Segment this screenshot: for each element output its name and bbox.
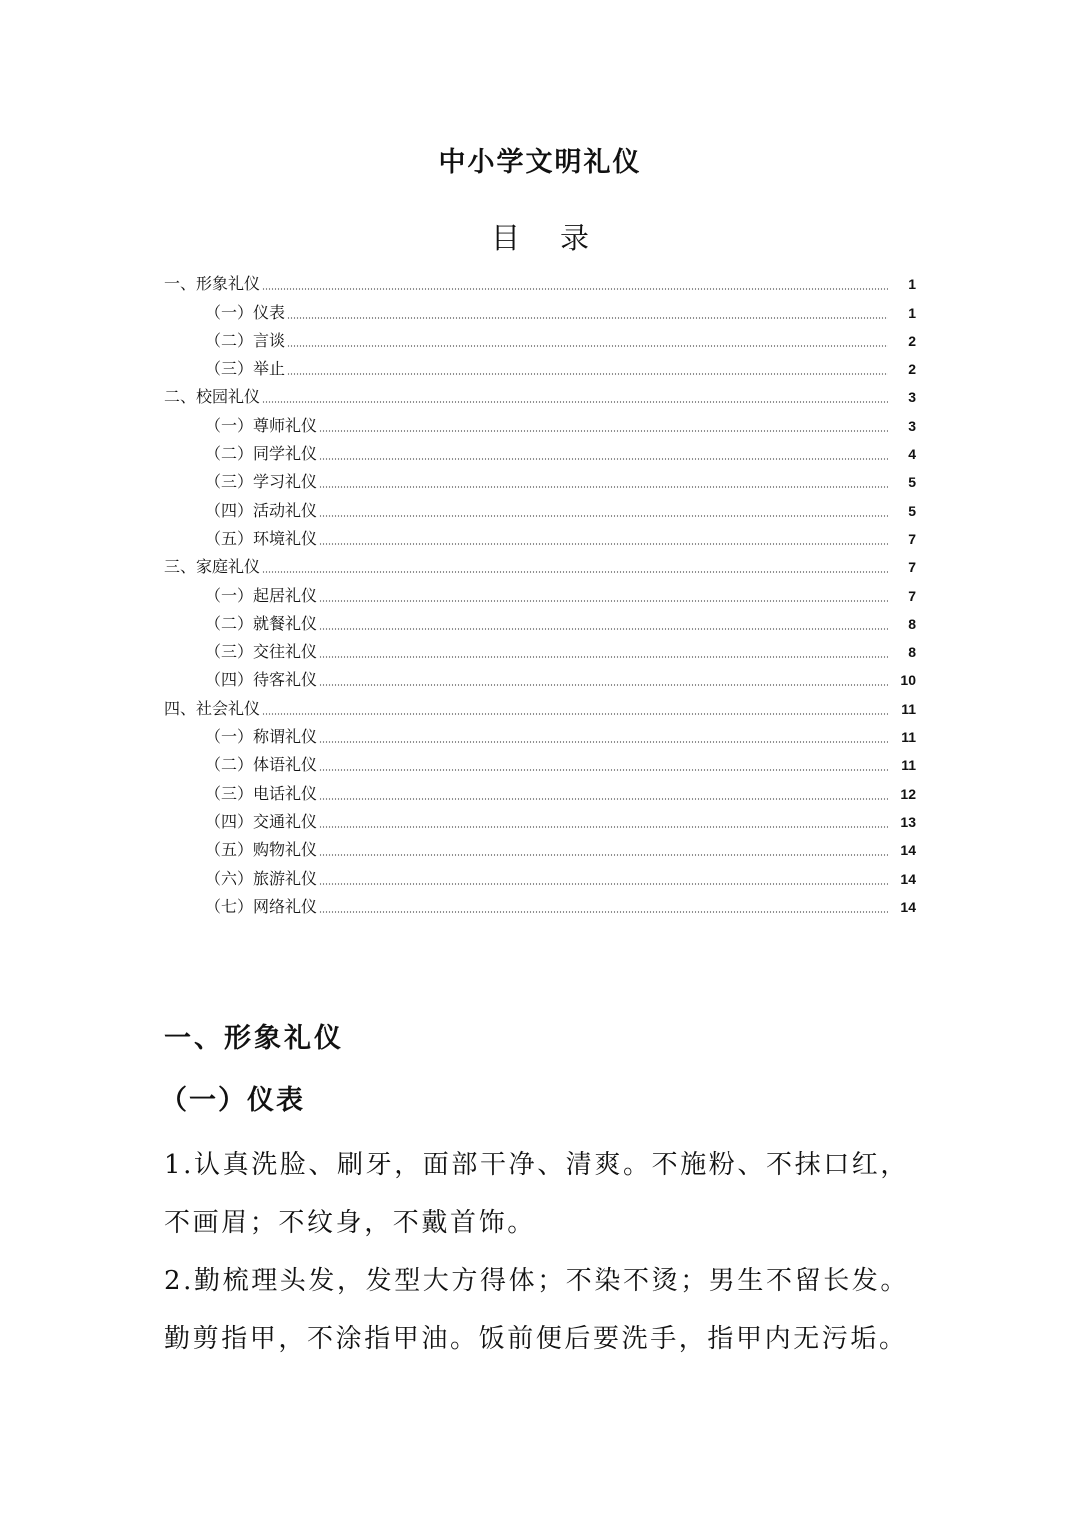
toc-heading — [0, 216, 1080, 257]
toc-entry-label: （五）购物礼仪 — [205, 840, 318, 860]
toc-entry-label: （三）举止 — [205, 359, 286, 379]
paragraph: 1.认真洗脸、刷牙，面部干净、清爽。不施粉、不抹口红，不画眉；不纹身，不戴首饰。 — [164, 1150, 910, 1238]
toc-leader-dots — [319, 458, 888, 460]
toc-entry-label: （六）旅游礼仪 — [205, 868, 318, 888]
toc-entry-page: 1 — [908, 304, 916, 321]
toc-heading-char-2: 录 — [560, 221, 590, 255]
toc-leader-dots — [319, 826, 888, 828]
toc-entry-page: 3 — [908, 389, 916, 406]
toc-leader-dots — [319, 515, 888, 517]
toc-entry[interactable] — [164, 351, 916, 379]
toc-entry-page: 12 — [900, 785, 916, 802]
toc-entry-label: （五）环境礼仪 — [205, 528, 318, 548]
toc-entry-page: 14 — [900, 870, 916, 887]
toc-entry-label: （四）待客礼仪 — [205, 670, 318, 690]
toc-entry[interactable] — [164, 775, 916, 803]
toc-entry-page: 2 — [908, 361, 916, 378]
toc-entry-page: 5 — [908, 502, 916, 519]
toc-entry-page: 14 — [900, 898, 916, 915]
toc-entry-page: 7 — [908, 587, 916, 604]
toc-leader-dots — [319, 883, 888, 885]
toc-entry-label: （七）网络礼仪 — [205, 896, 318, 916]
toc-entry-label: （三）学习礼仪 — [205, 472, 318, 492]
toc-entry[interactable] — [164, 464, 916, 492]
toc-leader-dots — [319, 911, 888, 913]
toc-leader-dots — [287, 345, 888, 347]
toc-entry-label: 三、家庭礼仪 — [164, 557, 261, 577]
toc-entry[interactable] — [164, 747, 916, 775]
toc-entry[interactable] — [164, 492, 916, 520]
toc-entry[interactable] — [164, 690, 916, 718]
table-of-contents — [164, 266, 916, 917]
toc-leader-dots — [319, 769, 888, 771]
toc-entry[interactable] — [164, 634, 916, 662]
toc-entry[interactable] — [164, 379, 916, 407]
toc-entry-page: 14 — [900, 842, 916, 859]
toc-entry[interactable] — [164, 889, 916, 917]
toc-entry-page: 5 — [908, 474, 916, 491]
toc-entry-label: （二）同学礼仪 — [205, 444, 318, 464]
toc-leader-dots — [262, 401, 888, 403]
toc-entry[interactable] — [164, 549, 916, 577]
toc-entry-label: 一、形象礼仪 — [164, 274, 261, 294]
toc-entry-label: （一）尊师礼仪 — [205, 415, 318, 435]
toc-entry-label: （二）体语礼仪 — [205, 755, 318, 775]
toc-entry[interactable] — [164, 294, 916, 322]
body-text — [164, 1136, 924, 1368]
toc-leader-dots — [319, 628, 888, 630]
toc-entry-label: （四）交通礼仪 — [205, 811, 318, 831]
toc-entry-page: 4 — [908, 446, 916, 463]
section-subheading: （一）仪表 — [160, 1085, 305, 1116]
toc-leader-dots — [319, 430, 888, 432]
toc-leader-dots — [319, 854, 888, 856]
toc-leader-dots — [262, 571, 888, 573]
section-heading: 一、形象礼仪 — [164, 1023, 344, 1054]
toc-entry[interactable] — [164, 719, 916, 747]
toc-entry-label: （一）称谓礼仪 — [205, 727, 318, 747]
toc-entry[interactable] — [164, 521, 916, 549]
toc-entry-label: （二）就餐礼仪 — [205, 613, 318, 633]
toc-entry-label: （四）活动礼仪 — [205, 500, 318, 520]
toc-leader-dots — [319, 656, 888, 658]
toc-leader-dots — [287, 373, 888, 375]
toc-entry[interactable] — [164, 407, 916, 435]
document-title: 中小学文明礼仪 — [438, 147, 642, 178]
toc-entry[interactable] — [164, 577, 916, 605]
toc-entry[interactable] — [164, 323, 916, 351]
toc-entry-page: 13 — [900, 813, 916, 830]
toc-leader-dots — [262, 713, 888, 715]
toc-entry-label: （三）电话礼仪 — [205, 783, 318, 803]
toc-leader-dots — [319, 798, 888, 800]
toc-entry[interactable] — [164, 606, 916, 634]
toc-entry-label: （二）言谈 — [205, 330, 286, 350]
toc-entry-page: 8 — [908, 615, 916, 632]
toc-leader-dots — [319, 600, 888, 602]
toc-leader-dots — [319, 741, 888, 743]
toc-leader-dots — [287, 317, 888, 319]
toc-entry-label: 二、校园礼仪 — [164, 387, 261, 407]
toc-entry-page: 11 — [901, 729, 916, 746]
toc-heading-char-1: 目 — [490, 221, 520, 255]
toc-leader-dots — [262, 288, 888, 290]
toc-entry-label: （一）起居礼仪 — [205, 585, 318, 605]
toc-leader-dots — [319, 684, 888, 686]
toc-entry[interactable] — [164, 266, 916, 294]
toc-entry[interactable] — [164, 860, 916, 888]
toc-entry-page: 3 — [908, 417, 916, 434]
toc-leader-dots — [319, 543, 888, 545]
toc-entry-page: 11 — [901, 700, 916, 717]
paragraph: 2.勤梳理头发，发型大方得体；不染不烫；男生不留长发。勤剪指甲，不涂指甲油。饭前便后要洗手，指甲内无污垢。 — [164, 1266, 910, 1354]
toc-entry-page: 7 — [908, 559, 916, 576]
toc-entry[interactable] — [164, 832, 916, 860]
toc-entry-page: 10 — [900, 672, 916, 689]
toc-entry[interactable] — [164, 804, 916, 832]
toc-entry-label: （一）仪表 — [205, 302, 286, 322]
toc-entry-page: 1 — [908, 276, 916, 293]
toc-entry-page: 2 — [908, 332, 916, 349]
toc-entry-page: 8 — [908, 644, 916, 661]
toc-entry[interactable] — [164, 662, 916, 690]
toc-entry-label: （三）交往礼仪 — [205, 642, 318, 662]
toc-entry[interactable] — [164, 436, 916, 464]
toc-entry-label: 四、社会礼仪 — [164, 698, 261, 718]
toc-leader-dots — [319, 486, 888, 488]
toc-entry-page: 11 — [901, 757, 916, 774]
toc-entry-page: 7 — [908, 530, 916, 547]
